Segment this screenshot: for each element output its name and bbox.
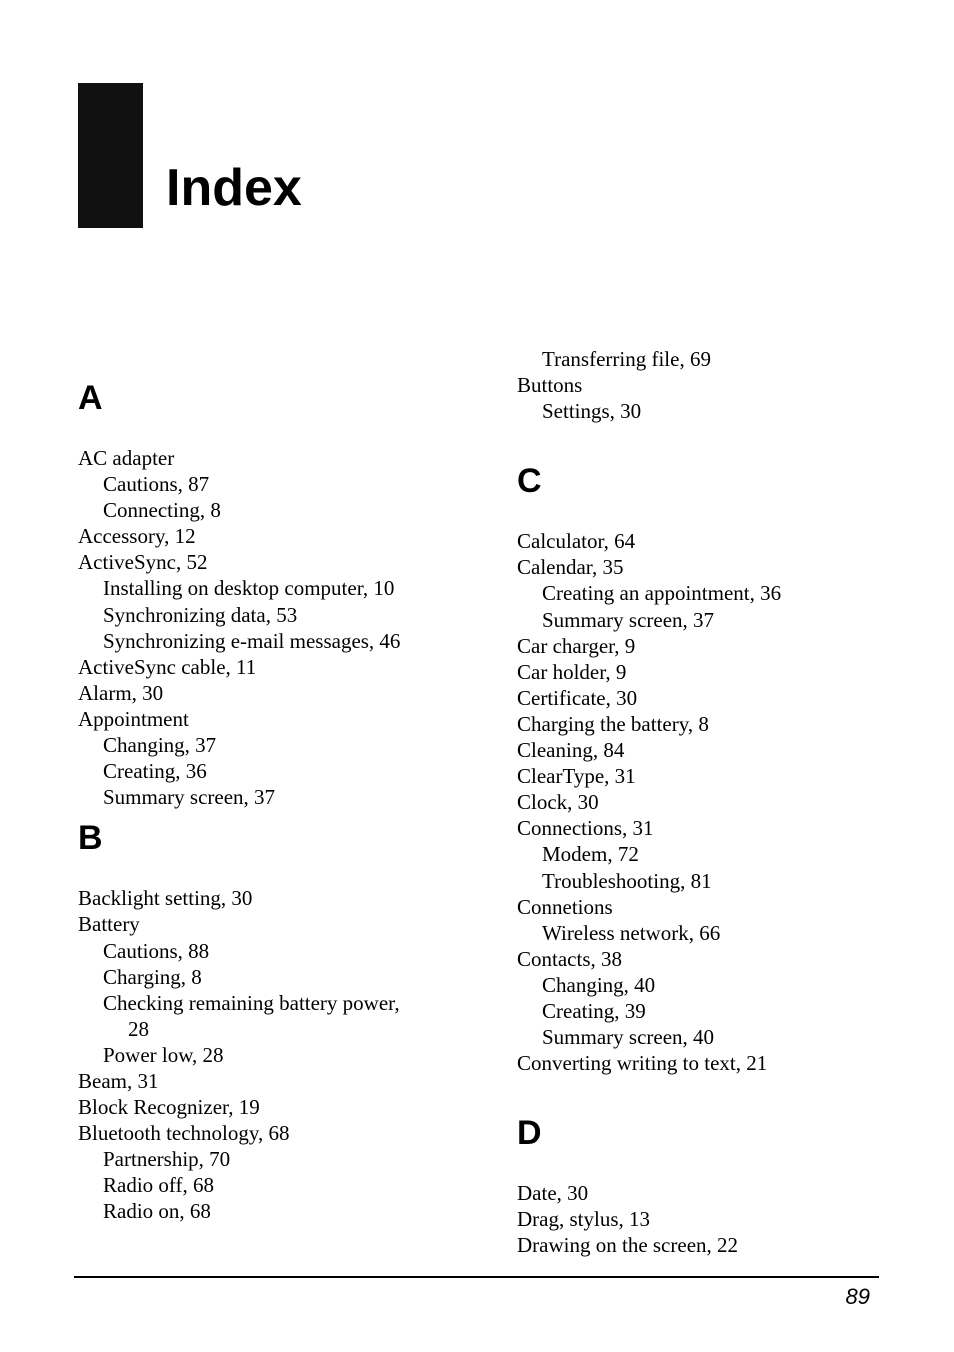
index-entry: ClearType, 31 (517, 764, 636, 789)
index-entry: Connections, 31 (517, 816, 654, 841)
index-subentry: Changing, 40 (542, 972, 656, 997)
section-letter-b: B (78, 819, 103, 858)
index-entry: Certificate, 30 (517, 685, 638, 710)
index-entry: Buttons (517, 373, 583, 398)
index-subentry: Summary screen, 37 (103, 785, 276, 810)
index-entry: Converting writing to text, 21 (517, 1051, 768, 1076)
index-entry: Alarm, 30 (78, 680, 164, 705)
index-subentry: Radio on, 68 (103, 1199, 211, 1224)
index-subentry: Partnership, 70 (103, 1147, 231, 1172)
section-letter-d: D (517, 1114, 542, 1153)
section-letter-a: A (78, 379, 103, 417)
index-subentry: Cautions, 88 (103, 938, 210, 963)
index-subentry: Creating an appointment, 36 (542, 581, 782, 606)
index-entry: ActiveSync, 52 (78, 550, 208, 575)
index-entry: Car charger, 9 (517, 633, 636, 658)
index-subentry: Summary screen, 40 (542, 1025, 715, 1050)
page-number: 89 (845, 1284, 870, 1309)
index-entry: Backlight setting, 30 (78, 886, 253, 911)
index-subentry: Wireless network, 66 (542, 920, 721, 945)
index-entry: Block Recognizer, 19 (78, 1095, 260, 1120)
index-subentry: Transferring file, 69 (542, 347, 711, 371)
index-subentry: Settings, 30 (542, 399, 642, 424)
index-entry: Connetions (517, 894, 613, 919)
index-column-right (517, 346, 917, 1259)
index-entry: Cleaning, 84 (517, 738, 625, 763)
index-entry: Bluetooth technology, 68 (78, 1121, 290, 1146)
index-subentry: Synchronizing data, 53 (103, 602, 298, 627)
index-subentry: Radio off, 68 (103, 1173, 215, 1198)
index-subentry: Connecting, 8 (103, 498, 221, 523)
index-entry: Calculator, 64 (517, 529, 636, 554)
section-letter-c: C (517, 462, 542, 501)
index-subentry: Synchronizing e-mail messages, 46 (103, 628, 401, 653)
index-subentry: Checking remaining battery power, (103, 990, 400, 1015)
index-entry: Car holder, 9 (517, 659, 627, 684)
index-entry: Beam, 31 (78, 1068, 159, 1093)
index-subentry: Cautions, 87 (103, 472, 210, 497)
index-entry: Contacts, 38 (517, 946, 622, 971)
index-entry: Calendar, 35 (517, 555, 624, 580)
index-entry: ActiveSync cable, 11 (78, 654, 257, 679)
index-entry: Charging the battery, 8 (517, 711, 709, 736)
index-subentry-continuation: 28 (128, 1016, 149, 1041)
index-entry: Drawing on the screen, 22 (517, 1233, 739, 1258)
page-title: Index (166, 159, 302, 217)
index-subentry: Troubleshooting, 81 (542, 868, 712, 893)
index-subentry: Creating, 39 (542, 998, 646, 1023)
index-entry: AC adapter (78, 446, 175, 470)
index-subentry: Charging, 8 (103, 964, 202, 989)
index-entry: Appointment (78, 706, 189, 731)
index-subentry: Creating, 36 (103, 759, 207, 784)
index-subentry: Summary screen, 37 (542, 607, 715, 632)
footer-rule (74, 1276, 879, 1278)
index-entry: Clock, 30 (517, 790, 599, 815)
index-entry: Accessory, 12 (78, 524, 196, 549)
index-entry: Date, 30 (517, 1181, 589, 1206)
chapter-marker-bar (78, 83, 143, 228)
index-subentry: Changing, 37 (103, 733, 217, 758)
index-subentry: Installing on desktop computer, 10 (103, 576, 395, 601)
index-column-left (78, 370, 478, 1225)
index-subentry: Power low, 28 (103, 1042, 224, 1067)
index-entry: Battery (78, 912, 140, 937)
index-entry: Drag, stylus, 13 (517, 1207, 650, 1232)
index-subentry: Modem, 72 (542, 842, 639, 867)
